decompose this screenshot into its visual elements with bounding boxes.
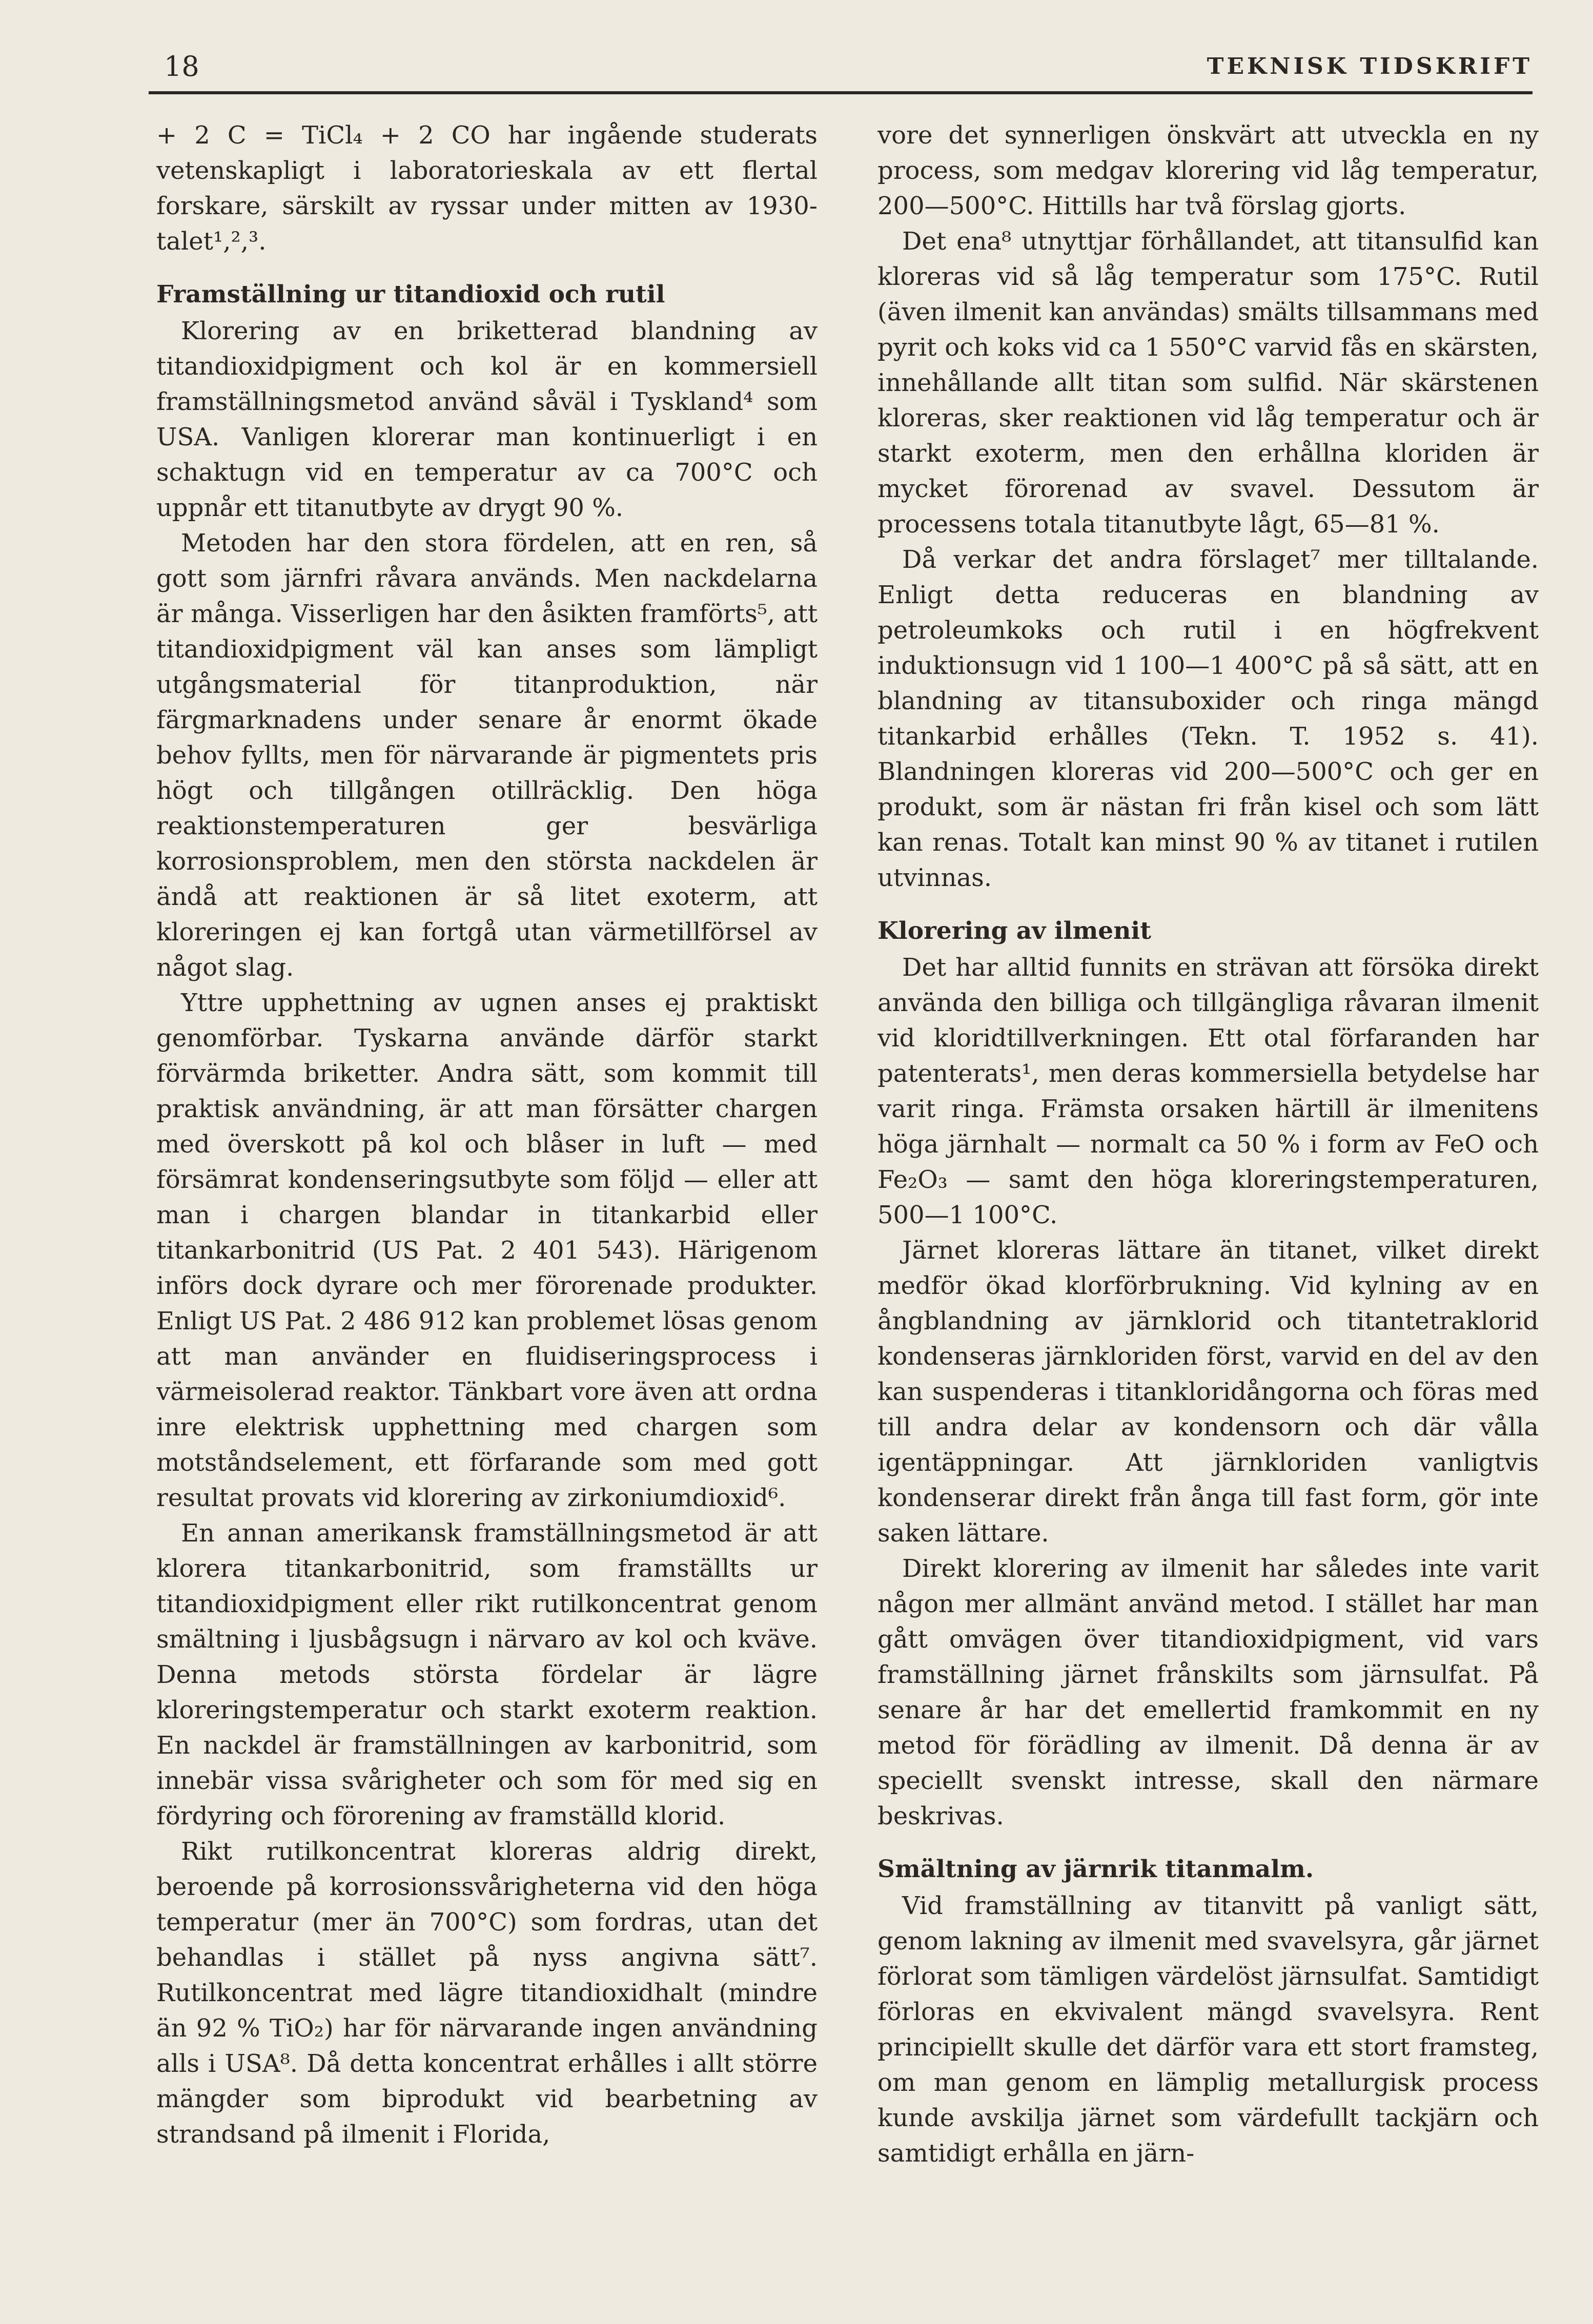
section-heading: Smältning av järnrik titanmalm. xyxy=(877,1855,1314,1883)
left-column xyxy=(156,118,818,2291)
page-header xyxy=(149,46,1533,87)
paragraph: Direkt klorering av ilmenit har således inte varit någon mer allmänt använd metod. I stället har man gått omvägen över titandioxidpigment, vid vars framställning järnet frånskilts som järnsulfat. På senare år har det emellertid framkommit en ny metod för förädling av ilmenit. Då denna är av speciellt svenskt intresse, skall den närmare beskrivas. xyxy=(877,1554,1539,1831)
journal-title: TEKNISK TIDSKRIFT xyxy=(1207,53,1533,79)
paragraph: + 2 C = TiCl₄ + 2 CO har ingående studerats vetenskapligt i laboratorieskala av ett flertal forskare, särskilt av ryssar under mitten av 1930-talet¹,²,³. xyxy=(156,121,818,256)
paragraph: Det ena⁸ utnyttjar förhållandet, att titansulfid kan kloreras vid så låg temperatur som 175°C. Rutil (även ilmenit kan användas) smälts tillsammans med pyrit och koks vid ca 1 550°C varvid fås en skärsten, innehållande allt titan som sulfid. När skärstenen kloreras, sker reaktionen vid låg temperatur och är starkt exoterm, men den erhållna kloriden är mycket förorenad av svavel. Dessutom är processens totala titanutbyte lågt, 65—81 %. xyxy=(877,227,1539,539)
right-column xyxy=(877,118,1539,2291)
header-rule xyxy=(149,91,1533,94)
section-heading: Klorering av ilmenit xyxy=(877,917,1151,945)
page-number: 18 xyxy=(164,50,199,83)
paragraph: vore det synnerligen önskvärt att utveckla en ny process, som medgav klorering vid låg temperatur, 200—500°C. Hittills har två förslag gjorts. xyxy=(877,121,1539,220)
paragraph: Metoden har den stora fördelen, att en ren, så gott som järnfri råvara används. Men nackdelarna är många. Visserligen har den åsikten framförts⁵, att titandioxidpigment väl kan anses som lämpligt utgångsmaterial för titanproduktion, när färgmarknadens under senare år enormt ökade behov fyllts, men för närvarande är pigmentets pris högt och tillgången otillräcklig. Den höga reaktionstemperaturen ger besvärliga korrosionsproblem, men den största nackdelen är ändå att reaktionen är så litet exoterm, att kloreringen ej kan fortgå utan värmetillförsel av något slag. xyxy=(156,529,818,982)
paragraph: Yttre upphettning av ugnen anses ej praktiskt genomförbar. Tyskarna använde därför starkt förvärmda briketter. Andra sätt, som kommit till praktisk användning, är att man försätter chargen med överskott på kol och blåser in luft — med försämrat kondenseringsutbyte som följd — eller att man i chargen blandar in titankarbid eller titankarbonitrid (US Pat. 2 401 543). Härigenom införs dock dyrare och mer förorenade produkter. Enligt US Pat. 2 486 912 kan problemet lösas genom att man använder en fluidiseringsprocess i värmeisolerad reaktor. Tänkbart vore även att ordna inre elektrisk upphettning med chargen som motståndselement, ett förfarande som med gott resultat provats vid klorering av zirkoniumdioxid⁶. xyxy=(156,989,818,1512)
paragraph: Klorering av en briketterad blandning av titandioxidpigment och kol är en kommersiell framställningsmetod använd såväl i Tyskland⁴ som USA. Vanligen klorerar man kontinuerligt i en schaktugn vid en temperatur av ca 700°C och uppnår ett titanutbyte av drygt 90 %. xyxy=(156,317,818,522)
paragraph: Järnet kloreras lättare än titanet, vilket direkt medför ökad klorförbrukning. Vid kylning av en ångblandning av järnklorid och titantetraklorid kondenseras järnkloriden först, varvid en del av den kan suspenderas i titankloridångorna och föras med till andra delar av kondensorn och där vålla igentäppningar. Att järnkloriden vanligtvis kondenserar direkt från ånga till fast form, gör inte saken lättare. xyxy=(877,1236,1539,1548)
paragraph: Rikt rutilkoncentrat kloreras aldrig direkt, beroende på korrosionssvårigheterna vid den höga temperatur (mer än 700°C) som fordras, utan det behandlas i stället på nyss angivna sätt⁷. Rutilkoncentrat med lägre titandioxidhalt (mindre än 92 % TiO₂) har för närvarande ingen användning alls i USA⁸. Då detta koncentrat erhålles i allt större mängder som biprodukt vid bearbetning av strandsand på ilmenit i Florida, xyxy=(156,1837,818,2149)
paragraph: Det har alltid funnits en strävan att försöka direkt använda den billiga och tillgängliga råvaran ilmenit vid kloridtillverkningen. Ett otal förfaranden har patenterats¹, men deras kommersiella betydelse har varit ringa. Främsta orsaken härtill är ilmenitens höga järnhalt — normalt ca 50 % i form av FeO och Fe₂O₃ — samt den höga kloreringstemperaturen, 500—1 100°C. xyxy=(877,953,1539,1229)
section-heading: Framställning ur titandioxid och rutil xyxy=(156,280,665,309)
paragraph: Då verkar det andra förslaget⁷ mer tilltalande. Enligt detta reduceras en blandning av petroleumkoks och rutil i en högfrekvent induktionsugn vid 1 100—1 400°C på så sätt, att en blandning av titansuboxider och ringa mängd titankarbid erhålles (Tekn. T. 1952 s. 41). Blandningen kloreras vid 200—500°C och ger en produkt, som är nästan fri från kisel och som lätt kan renas. Totalt kan minst 90 % av titanet i rutilen utvinnas. xyxy=(877,545,1539,892)
paragraph: Vid framställning av titanvitt på vanligt sätt, genom lakning av ilmenit med svavelsyra, går järnet förlorat som tämligen värdelöst järnsulfat. Samtidigt förloras en ekvivalent mängd svavelsyra. Rent principiellt skulle det därför vara ett stort framsteg, om man genom en lämplig metallurgisk process kunde avskilja järnet som värdefullt tackjärn och samtidigt erhålla en järn- xyxy=(877,1891,1539,2168)
paragraph: En annan amerikansk framställningsmetod är att klorera titankarbonitrid, som framställts ur titandioxidpigment eller rikt rutilkoncentrat genom smältning i ljusbågsugn i närvaro av kol och kväve. Denna metods största fördelar är lägre kloreringstemperatur och starkt exoterm reaktion. En nackdel är framställningen av karbonitrid, som innebär vissa svårigheter och som för med sig en fördyring och förorening av framställd klorid. xyxy=(156,1519,818,1831)
